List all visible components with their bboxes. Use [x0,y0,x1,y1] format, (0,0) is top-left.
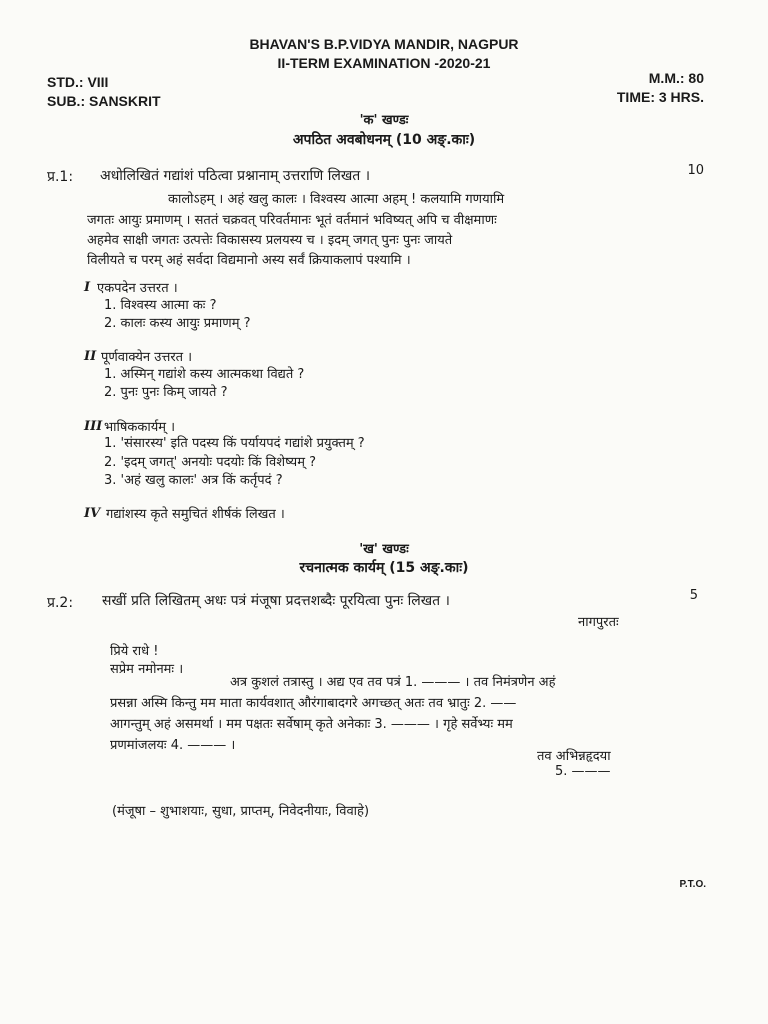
letter-body-line: अत्र कुशलं तत्रास्तु । अद्य एव तव पत्रं 1. ——— । तव निमंत्रणेन अहं [230,675,556,690]
section-b-title: 'ख' खण्डः [359,542,409,557]
part-4-roman: IV [84,506,101,521]
letter-greeting: सप्रेम नमोनमः । [110,662,184,677]
part-3-roman: III [84,419,103,434]
section-b-subtitle: रचनात्मक कार्यम् (15 अङ्.काः) [299,560,469,576]
school-name: BHAVAN'S B.P.VIDYA MANDIR, NAGPUR [249,36,519,52]
passage-line: अहमेव साक्षी जगतः उत्पत्तेः विकासस्य प्रलयस्य च । इदम् जगत् पुनः पुनः जायते [87,233,453,248]
question-1-number: प्र.1: [47,169,74,185]
section-a-subtitle: अपठित अवबोधनम् (10 अङ्.काः) [292,132,476,148]
part-4-title: गद्यांशस्य कृते समुचितं शीर्षकं लिखत । [106,507,285,522]
please-turn-over: P.T.O. [679,879,706,890]
passage-line: विलीयते च परम् अहं सर्वदा विद्यमानो अस्य सर्वं क्रियाकलापं पश्यामि । [87,253,411,268]
passage-line: कालोऽहम् । अहं खलु कालः । विश्वस्य आत्मा अहम् ! कलयामि गणयामि [168,192,505,207]
part-3-item: 2. 'इदम् जगत्' अनयोः पदयोः किं विशेष्यम् ? [104,455,317,470]
letter-place: नागपुरतः [578,615,619,630]
part-2-item: 2. पुनः पुनः किम् जायते ? [104,385,228,400]
part-3-title: भाषिककार्यम् । [104,420,176,435]
letter-blank-5: 5. ——— [555,764,611,779]
letter-body-line: प्रणमांजलयः 4. ——— । [110,738,236,753]
letter-salutation: प्रिये राधे ! [110,644,159,659]
question-1-text: अधोलिखितं गद्यांशं पठित्वा प्रश्नानाम् उत्तराणि लिखत । [100,168,371,184]
time-label: TIME: 3 HRS. [616,89,704,105]
word-box: (मंजूषा – शुभाशयाः, सुधा, प्राप्तम्, निवेदनीयाः, विवाहे) [112,804,370,819]
part-2-roman: II [84,349,97,364]
exam-title: II-TERM EXAMINATION -2020-21 [277,55,491,71]
question-2-text: सखीं प्रति लिखितम् अधः पत्रं मंजूषा प्रदत्तशब्दैः पूरयित्वा पुनः लिखत । [102,593,450,609]
max-marks-label: M.M.: 80 [648,70,704,86]
letter-body-line: प्रसन्ना अस्मि किन्तु मम माता कार्यवशात् औरंगाबादगरे अगच्छत् अतः तव भ्रातुः 2. —— [110,696,517,711]
passage-line: जगतः आयुः प्रमाणम् । सततं चक्रवत् परिवर्तमानः भूतं वर्तमानं भविष्यत् अपि च वीक्षमाणः [87,213,497,228]
letter-body-line: आगन्तुम् अहं असमर्था । मम पक्षतः सर्वेषाम् कृते अनेकाः 3. ——— । गृहे सर्वेभ्यः मम [110,717,513,732]
question-2-marks: 5 [689,588,698,603]
part-1-title: एकपदेन उत्तरत । [97,281,178,296]
part-2-item: 1. अस्मिन् गद्यांशे कस्य आत्मकथा विद्यते ? [104,367,305,382]
part-1-roman: I [84,280,91,295]
part-1-item: 2. कालः कस्य आयुः प्रमाणम् ? [104,316,251,331]
part-1-item: 1. विश्वस्य आत्मा कः ? [104,298,217,313]
part-2-title: पूर्णवाक्येन उत्तरत । [101,350,193,365]
standard-label: STD.: VIII [47,74,109,90]
part-3-item: 1. 'संसारस्य' इति पदस्य किं पर्यायपदं गद्यांशे प्रयुक्तम् ? [104,436,365,451]
question-1-marks: 10 [687,163,704,178]
part-3-item: 3. 'अहं खलु कालः' अत्र किं कर्तृपदं ? [104,473,283,488]
question-2-number: प्र.2: [47,595,74,611]
letter-closing: तव अभिन्नहृदया [537,749,611,764]
subject-label: SUB.: SANSKRIT [47,93,161,109]
section-a-title: 'क' खण्डः [359,113,409,128]
